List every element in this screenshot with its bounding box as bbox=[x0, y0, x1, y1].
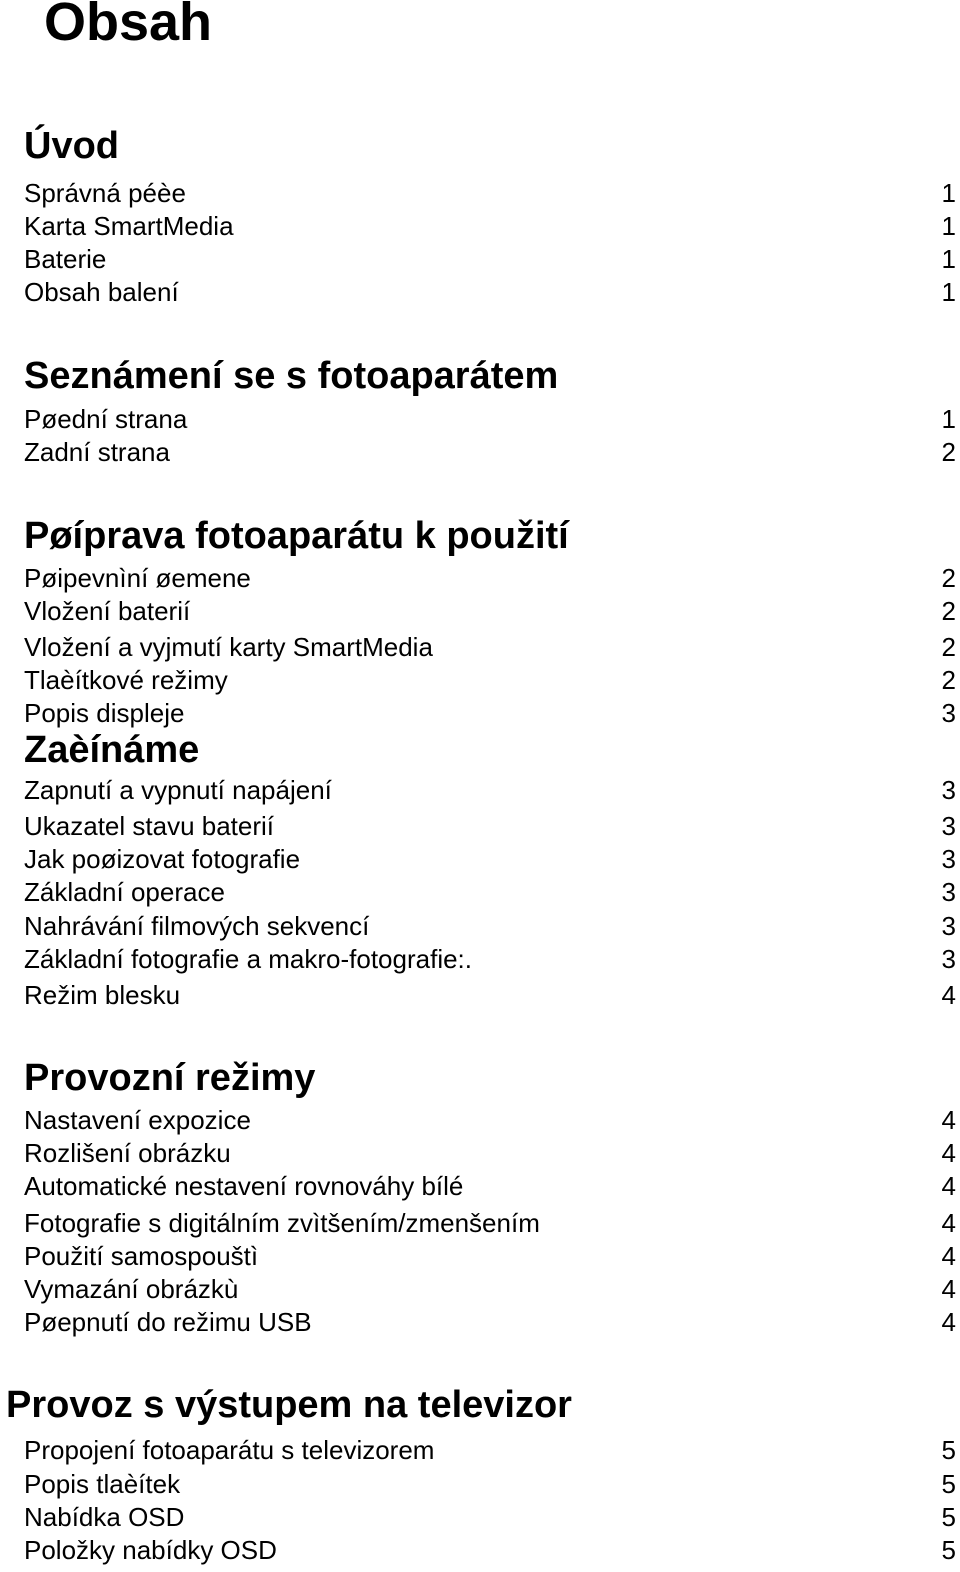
toc-entry-label: Baterie bbox=[24, 244, 107, 274]
toc-entry-label: Vložení a vyjmutí karty SmartMedia bbox=[24, 632, 433, 662]
section-heading: Zaèínáme bbox=[24, 729, 200, 771]
toc-entry-page: 5 bbox=[941, 1469, 956, 1499]
toc-entry-page: 4 bbox=[941, 980, 956, 1010]
toc-entry-page: 4 bbox=[941, 1307, 956, 1337]
toc-entry-label: Pøední strana bbox=[24, 404, 188, 434]
toc-entry[interactable] bbox=[24, 810, 956, 842]
toc-entry-page: 4 bbox=[941, 1241, 956, 1271]
toc-entry-page: 1 bbox=[941, 211, 956, 241]
toc-entry[interactable] bbox=[24, 595, 956, 627]
toc-entry-page: 1 bbox=[941, 277, 956, 307]
toc-entry-label: Obsah balení bbox=[24, 277, 179, 307]
toc-entry-page: 2 bbox=[941, 632, 956, 662]
toc-entry[interactable] bbox=[24, 774, 956, 806]
toc-entry[interactable] bbox=[24, 1137, 956, 1169]
toc-entry-page: 5 bbox=[941, 1435, 956, 1465]
toc-entry-label: Ukazatel stavu baterií bbox=[24, 811, 275, 841]
toc-entry-page: 3 bbox=[941, 844, 956, 874]
toc-entry-label: Základní operace bbox=[24, 877, 225, 907]
toc-entry[interactable] bbox=[24, 1306, 956, 1338]
toc-entry-label: Propojení fotoaparátu s televizorem bbox=[24, 1435, 435, 1465]
toc-entry-label: Rozlišení obrázku bbox=[24, 1138, 231, 1168]
toc-entry-label: Položky nabídky OSD bbox=[24, 1535, 277, 1565]
toc-entry-label: Zapnutí a vypnutí napájení bbox=[24, 775, 332, 805]
toc-entry-page: 2 bbox=[941, 437, 956, 467]
toc-entry-label: Automatické nestavení rovnováhy bílé bbox=[24, 1171, 464, 1201]
section-heading: Pøíprava fotoaparátu k použití bbox=[24, 515, 569, 557]
toc-entry[interactable] bbox=[24, 876, 956, 908]
toc-entry-page: 5 bbox=[941, 1535, 956, 1565]
section-heading: Úvod bbox=[24, 125, 119, 167]
toc-entry[interactable] bbox=[24, 177, 956, 209]
toc-entry[interactable] bbox=[24, 436, 956, 468]
toc-entry-label: Fotografie s digitálním zvìtšením/zmenšením bbox=[24, 1208, 540, 1238]
toc-entry[interactable] bbox=[24, 1534, 956, 1566]
toc-entry-page: 3 bbox=[941, 877, 956, 907]
toc-entry-label: Zadní strana bbox=[24, 437, 170, 467]
toc-entry-label: Nahrávání filmových sekvencí bbox=[24, 911, 370, 941]
toc-entry-page: 3 bbox=[941, 911, 956, 941]
toc-entry[interactable] bbox=[24, 979, 956, 1011]
toc-entry[interactable] bbox=[24, 403, 956, 435]
toc-entry-label: Popis tlaèítek bbox=[24, 1469, 181, 1499]
toc-entry[interactable] bbox=[24, 1501, 956, 1533]
toc-entry-page: 2 bbox=[941, 563, 956, 593]
toc-entry-label: Karta SmartMedia bbox=[24, 211, 234, 241]
toc-entry-label: Jak poøizovat fotografie bbox=[24, 844, 301, 874]
toc-entry[interactable] bbox=[24, 843, 956, 875]
toc-entry[interactable] bbox=[24, 664, 956, 696]
toc-entry-label: Tlaèítkové režimy bbox=[24, 665, 228, 695]
toc-entry[interactable] bbox=[24, 1273, 956, 1305]
toc-entry[interactable] bbox=[24, 631, 956, 663]
toc-entry-page: 3 bbox=[941, 775, 956, 805]
toc-entry-page: 1 bbox=[941, 404, 956, 434]
toc-entry[interactable] bbox=[24, 276, 956, 308]
toc-entry-page: 4 bbox=[941, 1105, 956, 1135]
toc-entry-page: 3 bbox=[941, 944, 956, 974]
toc-entry[interactable] bbox=[24, 1170, 956, 1202]
toc-entry-label: Vložení baterií bbox=[24, 596, 191, 626]
toc-entry[interactable] bbox=[24, 1207, 956, 1239]
toc-entry-page: 3 bbox=[941, 811, 956, 841]
toc-entry-page: 3 bbox=[941, 698, 956, 728]
toc-entry-label: Základní fotografie a makro-fotografie:. bbox=[24, 944, 473, 974]
section-heading: Provozní režimy bbox=[24, 1057, 316, 1099]
toc-entry[interactable] bbox=[24, 1240, 956, 1272]
toc-entry[interactable] bbox=[24, 910, 956, 942]
toc-entry[interactable] bbox=[24, 1468, 956, 1500]
toc-entry-label: Vymazání obrázkù bbox=[24, 1274, 239, 1304]
toc-entry[interactable] bbox=[24, 243, 956, 275]
toc-entry-page: 5 bbox=[941, 1502, 956, 1532]
toc-entry[interactable] bbox=[24, 1434, 956, 1466]
toc-entry[interactable] bbox=[24, 1104, 956, 1136]
toc-entry-page: 4 bbox=[941, 1208, 956, 1238]
toc-entry-label: Popis displeje bbox=[24, 698, 185, 728]
toc-entry[interactable] bbox=[24, 562, 956, 594]
toc-entry[interactable] bbox=[24, 210, 956, 242]
toc-entry-page: 1 bbox=[941, 178, 956, 208]
toc-entry-label: Nastavení expozice bbox=[24, 1105, 251, 1135]
toc-entry[interactable] bbox=[24, 943, 956, 975]
toc-entry-label: Pøepnutí do režimu USB bbox=[24, 1307, 312, 1337]
toc-entry-label: Nabídka OSD bbox=[24, 1502, 185, 1532]
toc-entry-label: Správná péèe bbox=[24, 178, 186, 208]
toc-entry-label: Pøipevnìní øemene bbox=[24, 563, 251, 593]
section-heading: Provoz s výstupem na televizor bbox=[6, 1384, 572, 1426]
toc-entry-label: Použití samospouštì bbox=[24, 1241, 259, 1271]
toc-entry[interactable] bbox=[24, 697, 956, 729]
toc-entry-page: 4 bbox=[941, 1138, 956, 1168]
toc-entry-page: 2 bbox=[941, 596, 956, 626]
toc-entry-page: 4 bbox=[941, 1171, 956, 1201]
toc-entry-label: Režim blesku bbox=[24, 980, 181, 1010]
toc-entry-page: 2 bbox=[941, 665, 956, 695]
toc-entry-page: 1 bbox=[941, 244, 956, 274]
section-heading: Seznámení se s fotoaparátem bbox=[24, 355, 559, 397]
toc-entry-page: 4 bbox=[941, 1274, 956, 1304]
page-title: Obsah bbox=[44, 0, 213, 52]
